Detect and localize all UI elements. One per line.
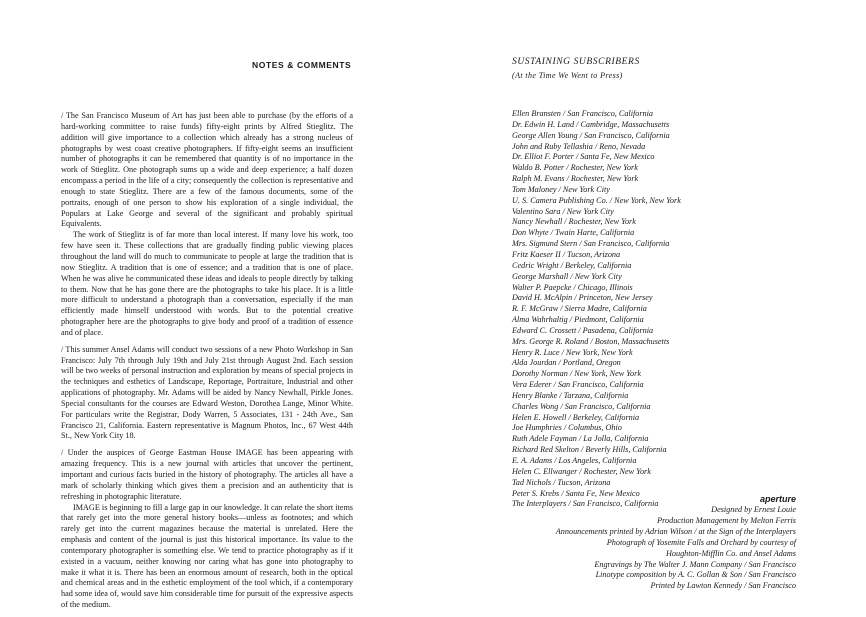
subscribers-subtitle: (At the Time We Went to Press) <box>512 71 623 80</box>
subscriber-item: John and Ruby Tellashia / Reno, Nevada <box>512 141 646 151</box>
subscriber-item: The Interplayers / San Francisco, California <box>512 499 659 509</box>
subscriber-item: Tad Nichols / Tucson, Arizona <box>512 477 611 487</box>
paragraph: / Under the auspices of George Eastman House IMAGE has been appearing with amazing frequency. This is a new journal with articles that uncover the pertinent, important and curious facts buried in the history of photography. The articles all have a mark of scholarly thinking which gives them a precision and an authenticity that is refreshing in photographic literature. <box>61 448 353 501</box>
subscriber-item: Henry Blanke / Tarzana, California <box>512 390 629 400</box>
notes-body <box>61 111 353 617</box>
credit-line: Linotype composition by A. C. Gollan & Son / San Francisco <box>595 570 796 580</box>
subscriber-item: Ruth Adele Fayman / La Jolla, California <box>512 434 649 444</box>
subscriber-item: Nancy Newhall / Rochester, New York <box>512 217 636 227</box>
subscriber-item: Mrs. Sigmund Stern / San Francisco, California <box>512 239 670 249</box>
credit-line: Photograph of Yosemite Falls and Orchard by courtesy of <box>606 537 796 547</box>
subscriber-item: Dr. Elliot F. Porter / Santa Fe, New Mexico <box>512 152 655 162</box>
subscriber-item: R. F. McGraw / Sierra Madre, California <box>512 304 647 314</box>
subscriber-item: Ralph M. Evans / Rochester, New York <box>512 174 639 184</box>
subscribers-list <box>512 109 681 510</box>
subscriber-item: Henry R. Luce / New York, New York <box>512 347 633 357</box>
subscriber-item: George Marshall / New York City <box>512 271 622 281</box>
subscriber-item: George Allen Young / San Francisco, California <box>512 130 670 140</box>
subscriber-item: Valentino Sara / New York City <box>512 206 614 216</box>
credit-line: Announcements printed by Adrian Wilson / at the Sign of the Interplayers <box>555 526 796 536</box>
notes-heading: NOTES & COMMENTS <box>252 60 352 70</box>
paragraph: / The San Francisco Museum of Art has just been able to purchase (by the efforts of a hard-working committee to raise funds) fifty-eight prints by Alfred Stieglitz. The addition will give importance to a collection which already has a strong nucleus of photographs by west coast creative photographers. If fifty-eight seems an insufficient number of photographs it can be remembered that quantity is of no importance in the work of Stieglitz. One photograph sums up a wide and deep experience; a half dozen encompass a period in the life of a city; consequently the collection is representative and enough to state Stieglitz. There are a few of the famous documents, some of the portraits, enough of one person to show his exploration of a single individual, the Populars at Lake George and several of the significant and probably spiritual Equivalents. <box>61 111 353 229</box>
subscriber-item: Dr. Edwin H. Land / Cambridge, Massachusetts <box>512 119 670 129</box>
subscriber-item: Helen C. Ellwanger / Rochester, New York <box>512 466 651 476</box>
subscriber-item: Waldo B. Potter / Rochester, New York <box>512 163 638 173</box>
subscriber-item: U. S. Camera Publishing Co. / New York, New York <box>512 195 681 205</box>
aperture-logo: aperture <box>759 494 796 504</box>
paragraph: / This summer Ansel Adams will conduct two sessions of a new Photo Workshop in San Francisco: July 7th through July 19th and July 21st through August 2nd. Each session will be two weeks of personal instruction and exploration by means of special projects in the techniques and esthetics of Landscape, Reportage, Portraiture, Industrial and other applications of photography. Mr. Adams will be aided by Nancy Newhall, Pirkle Jones. Special consultants for the courses are Edward Weston, Dorothea Lange, Minor White. For particulars write the Registrar, Dody Warren, 5 Associates, 131 - 24th Ave., San Francisco 21, California. Eastern representative is Magnum Photos, Inc., 67 West 44th St., New York City 18. <box>61 344 353 441</box>
subscriber-item: Fritz Kaeser II / Tucson, Arizona <box>512 249 621 259</box>
subscriber-item: Cedric Wright / Berkeley, California <box>512 260 632 270</box>
subscriber-item: Tom Maloney / New York City <box>512 184 610 194</box>
subscriber-item: Vera Ederer / San Francisco, California <box>512 380 644 390</box>
subscriber-item: Ellen Bransten / San Francisco, California <box>512 109 653 118</box>
credits-block <box>556 493 796 592</box>
subscriber-item: Alma Wahrhaltig / Piedmont, California <box>512 315 644 325</box>
credit-line: Designed by Ernest Louie <box>711 505 796 514</box>
credit-line: Production Management by Melton Ferris <box>657 515 796 525</box>
paragraph: The work of Stieglitz is of far more than local interest. If many love his work, too few have seen it. These collections that are gradually finding public viewing places throughout the land will do much to communicate to people at large the tradition that is now Stieglitz. A tradition that is one of essence; and a tradition that is one of place. When he was alive he communicated these ideas and ideals to people directly by talking to them. Now that he has gone there are the photographs to take his place. It is a little more difficult to understand a photograph than a conversation, especially if the man efficiently made himself understood with words. But to the potential creative photographer here are the photographs to give body and proof of a tradition of essence and of place. <box>61 230 353 337</box>
subscriber-item: Dorothy Norman / New York, New York <box>512 369 641 379</box>
paragraph: IMAGE is beginning to fill a large gap in our knowledge. It can relate the short items that rarely get into the more general history books—unless as footnotes; and which rarely get into the current magazines because the material is unrelated. Here the emphasis and content of the journal is just this historical importance. Its value to the contemporary photographer is something else. We tend to practice photography as if it existed in a vacuum, neither knowing nor caring what has gone into photography to make it what it is. There has been an enormous amount of research, both in the optical and chemical areas and in the esthetic employment of the tool which, if a contemporary had some idea of, would save him considerable time for pursuit of the expressive aspects of the medium. <box>61 502 353 610</box>
credit-line: Engravings by The Walter J. Mann Company / San Francisco <box>594 559 796 569</box>
left-page <box>0 0 433 610</box>
subscriber-item: Richard Red Skelton / Beverly Hills, California <box>512 445 667 455</box>
subscriber-item: Edward C. Crossett / Pasadena, California <box>512 325 654 335</box>
right-page <box>433 0 866 600</box>
subscriber-item: Peter S. Krebs / Santa Fe, New Mexico <box>512 488 640 498</box>
subscriber-item: E. A. Adams / Los Angeles, California <box>512 456 637 465</box>
subscribers-title: SUSTAINING SUBSCRIBERS <box>512 57 640 67</box>
subscriber-item: Walter P. Paepcke / Chicago, Illinois <box>512 282 633 292</box>
subscriber-item: Don Whyte / Twain Harte, California <box>512 228 635 238</box>
subscriber-item: Helen E. Howell / Berkeley, California <box>512 412 640 422</box>
credit-line: Printed by Lawton Kennedy / San Francisco <box>650 581 796 591</box>
subscriber-item: Joe Humphries / Columbus, Ohio <box>512 423 622 433</box>
subscriber-item: David H. McAlpin / Princeton, New Jersey <box>512 293 653 303</box>
credit-line: Houghton-Mifflin Co. and Ansel Adams <box>665 548 796 558</box>
subscriber-item: Mrs. George R. Roland / Boston, Massachusetts <box>512 336 670 346</box>
subscriber-item: Alda Jourdan / Portland, Oregon <box>512 358 621 368</box>
subscriber-item: Charles Wong / San Francisco, California <box>512 401 651 411</box>
